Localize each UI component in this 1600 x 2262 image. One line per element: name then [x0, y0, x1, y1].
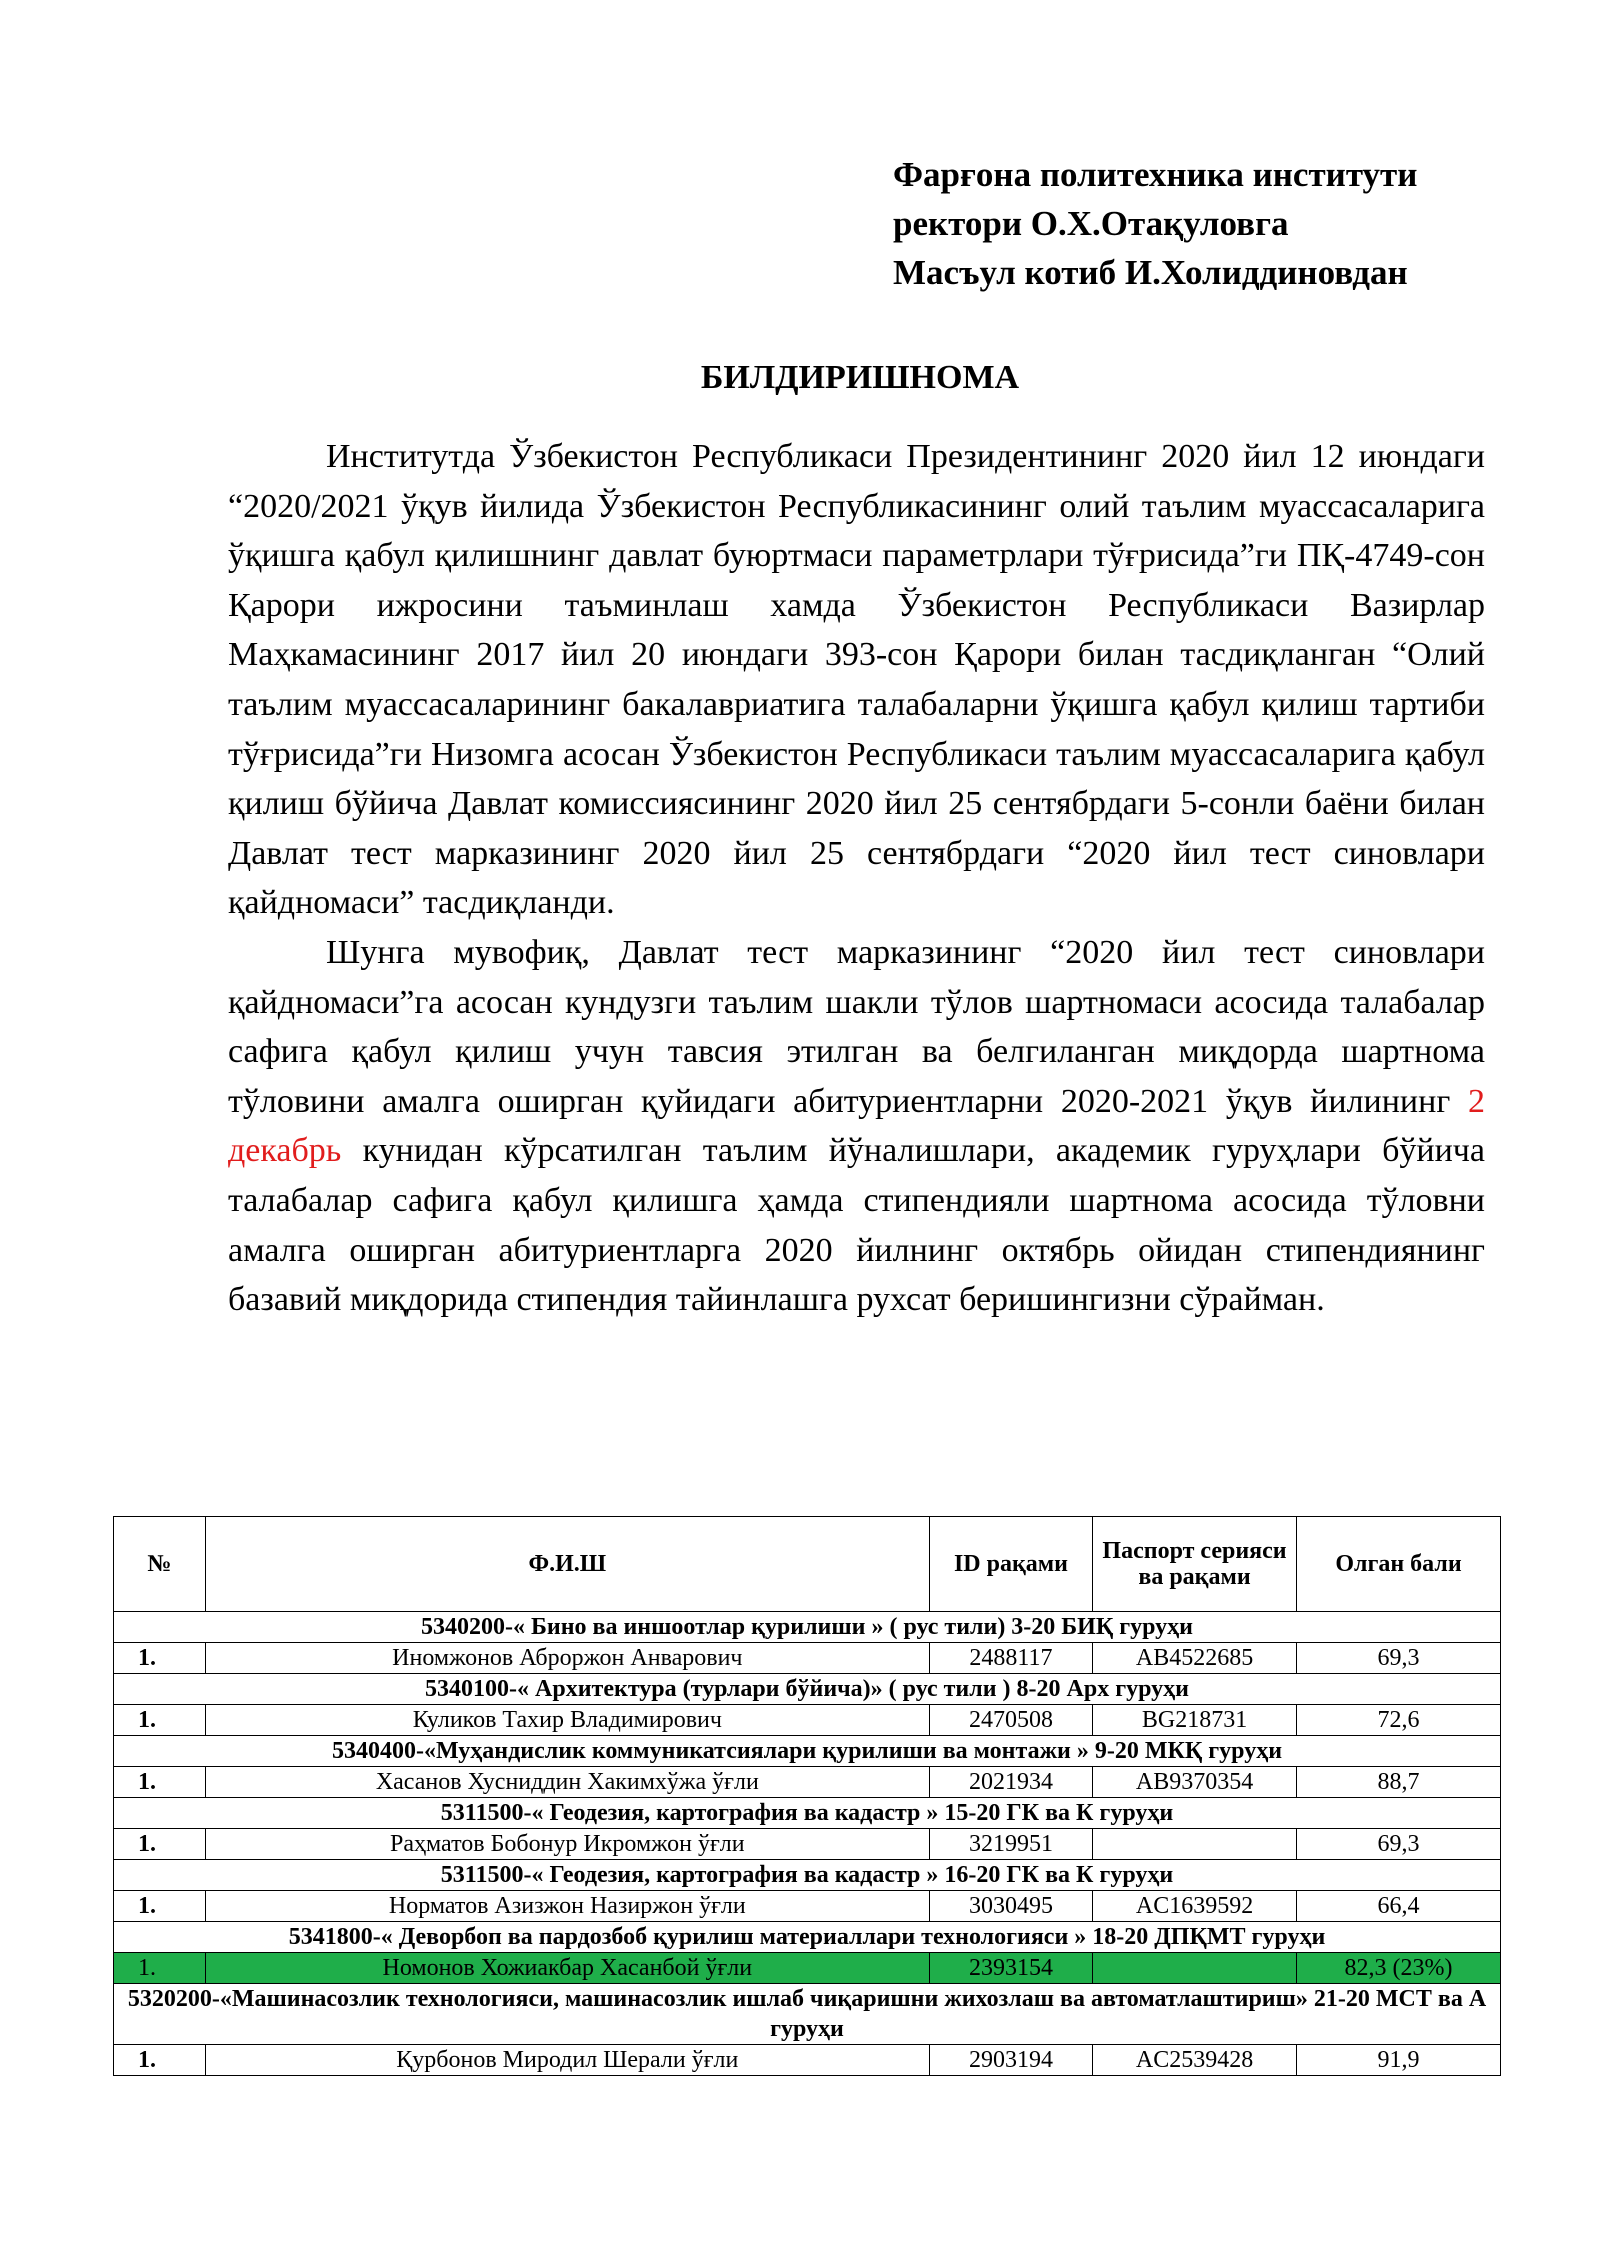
- addressee-line-3: Масъул котиб И.Холиддиновдан: [893, 253, 1408, 292]
- cell-num: 1.: [114, 2045, 206, 2076]
- paragraph-2-before: Шунга мувофиқ, Давлат тест марказининг “2020 йил тест синовлари қайдномаси”га асосан кундузги таълим шакли тўлов шартномаси асосида талабалар сафига қабул қилиш учун тавсия этилган ва белгиланган миқдорда шартнома тўловини амалга оширган қуйидаги абитуриентларни 2020-2021 ўқув йилининг: [228, 933, 1485, 1120]
- group-row: [114, 1612, 1501, 1643]
- paragraph-2-after: кунидан кўрсатилган таълим йўналишлари, академик гуруҳлари бўйича талабалар сафига қабул қилишга ҳамда стипендияли шартнома асосида тўловни амалга оширган абитуриентларга 2020 йилнинг октябрь ойидан стипендиянинг базавий миқдорида стипендия тайинлашга рухсат беришингизни сўрайман.: [228, 1132, 1486, 1319]
- addressee-block: [893, 150, 1533, 297]
- cell-passport: BG218731: [1093, 1705, 1297, 1736]
- paragraph-1: Институтда Ўзбекистон Республикаси Президентининг 2020 йил 12 июндаги “2020/2021 ўқув йилида Ўзбекистон Республикасининг олий таълим муассасаларига ўқишга қабул қилишнинг давлат буюртмаси параметрлари тўғрисида”ги ПҚ-4749-сон Қарори ижросини таъминлаш хамда Ўзбекистон Республикаси Вазирлар Маҳкамасининг 2017 йил 20 июндаги 393-сон Қарори билан тасдиқланган “Олий таълим муассасаларининг бакалавриатига талабаларни ўқишга қабул қилиш тартиби тўғрисида”ги Низомга асосан Ўзбекистон Республикаси таълим муассасаларига қабул қилиш бўйича Давлат комиссиясининг 2020 йил 25 сентябрдаги 5-сонли баёни билан Давлат тест марказининг 2020 йил 25 сентябрдаги “2020 йил тест синовлари қайдномаси” тасдиқланди.: [228, 438, 1485, 922]
- table-row: [114, 1705, 1501, 1736]
- students-table: [113, 1516, 1501, 2076]
- header-num: №: [114, 1517, 206, 1612]
- cell-id: 2488117: [929, 1643, 1092, 1674]
- cell-name: Куликов Тахир Владимирович: [205, 1705, 929, 1736]
- cell-num: 1.: [114, 1643, 206, 1674]
- cell-num: 1.: [114, 1705, 206, 1736]
- group-row: [114, 1922, 1501, 1953]
- cell-id: 3030495: [929, 1891, 1092, 1922]
- cell-name: Хасанов Хусниддин Хакимхўжа ўғли: [205, 1767, 929, 1798]
- cell-id: 2470508: [929, 1705, 1092, 1736]
- group-title: 5311500-« Геодезия, картография ва кадастр » 16-20 ГК ва К гуруҳи: [114, 1860, 1501, 1891]
- table-header-row: [114, 1517, 1501, 1612]
- group-title: 5341800-« Деворбоп ва пардозбоб қурилиш материаллари технологияси » 18-20 ДПҚМТ гуруҳи: [114, 1922, 1501, 1953]
- group-row: [114, 1674, 1501, 1705]
- cell-num: 1.: [114, 1829, 206, 1860]
- table-row: [114, 1829, 1501, 1860]
- header-score: Олган бали: [1297, 1517, 1501, 1612]
- table-row-highlighted: [114, 1953, 1501, 1984]
- group-title: 5311500-« Геодезия, картография ва кадастр » 15-20 ГК ва К гуруҳи: [114, 1798, 1501, 1829]
- cell-name: Норматов Азизжон Назиржон ўғли: [205, 1891, 929, 1922]
- table-row: [114, 1767, 1501, 1798]
- table-row: [114, 1643, 1501, 1674]
- cell-id: 2393154: [929, 1953, 1092, 1984]
- cell-passport: [1093, 1829, 1297, 1860]
- group-row: [114, 1736, 1501, 1767]
- table-row: [114, 1891, 1501, 1922]
- cell-passport: AC1639592: [1093, 1891, 1297, 1922]
- cell-score: 69,3: [1297, 1643, 1501, 1674]
- document-title: БИЛДИРИШНОМА: [700, 359, 1020, 396]
- header-name: Ф.И.Ш: [205, 1517, 929, 1612]
- table-row: [114, 2045, 1501, 2076]
- cell-passport: [1093, 1953, 1297, 1984]
- cell-id: 2903194: [929, 2045, 1092, 2076]
- header-id: ID рақами: [929, 1517, 1092, 1612]
- cell-score: 82,3 (23%): [1297, 1953, 1501, 1984]
- cell-name: Раҳматов Бобонур Икромжон ўғли: [205, 1829, 929, 1860]
- cell-name: Номонов Хожиакбар Хасанбой ўғли: [205, 1953, 929, 1984]
- cell-passport: AB4522685: [1093, 1643, 1297, 1674]
- cell-name: Иномжонов Аброржон Анварович: [205, 1643, 929, 1674]
- group-row: [114, 1798, 1501, 1829]
- cell-num: 1.: [114, 1767, 206, 1798]
- group-row: [114, 1984, 1501, 2045]
- group-title: 5340400-«Муҳандислик коммуникатсиялари қурилиши ва монтажи » 9-20 МКҚ гуруҳи: [114, 1736, 1501, 1767]
- cell-score: 88,7: [1297, 1767, 1501, 1798]
- group-row: [114, 1860, 1501, 1891]
- cell-num: 1.: [114, 1891, 206, 1922]
- cell-name: Қурбонов Миродил Шерали ўғли: [205, 2045, 929, 2076]
- header-passport: Паспорт серияси ва рақами: [1093, 1517, 1297, 1612]
- cell-score: 66,4: [1297, 1891, 1501, 1922]
- cell-score: 72,6: [1297, 1705, 1501, 1736]
- cell-id: 2021934: [929, 1767, 1092, 1798]
- cell-id: 3219951: [929, 1829, 1092, 1860]
- cell-passport: AB9370354: [1093, 1767, 1297, 1798]
- cell-passport: AC2539428: [1093, 2045, 1297, 2076]
- addressee-line-1: Фарғона политехника институти: [893, 155, 1418, 194]
- addressee-line-2: ректори О.Х.Отақуловга: [893, 204, 1289, 243]
- group-title: 5340100-« Архитектура (турлари бўйича)» ( рус тили ) 8-20 Арх гуруҳи: [114, 1674, 1501, 1705]
- group-title: 5320200-«Машинасозлик технологияси, машинасозлик ишлаб чиқаришни жихозлаш ва автоматлаштириш» 21-20 МСТ ва А гуруҳи: [114, 1984, 1501, 2045]
- cell-num: 1.: [114, 1953, 206, 1984]
- paragraph-2: [228, 928, 1485, 1325]
- cell-score: 91,9: [1297, 2045, 1501, 2076]
- group-title: 5340200-« Бино ва иншоотлар қурилиши » ( рус тили) 3-20 БИҚ гуруҳи: [114, 1612, 1501, 1643]
- cell-score: 69,3: [1297, 1829, 1501, 1860]
- memo-body: [228, 432, 1485, 1325]
- paragraph-2-date: 2 декабрь: [228, 1082, 1485, 1170]
